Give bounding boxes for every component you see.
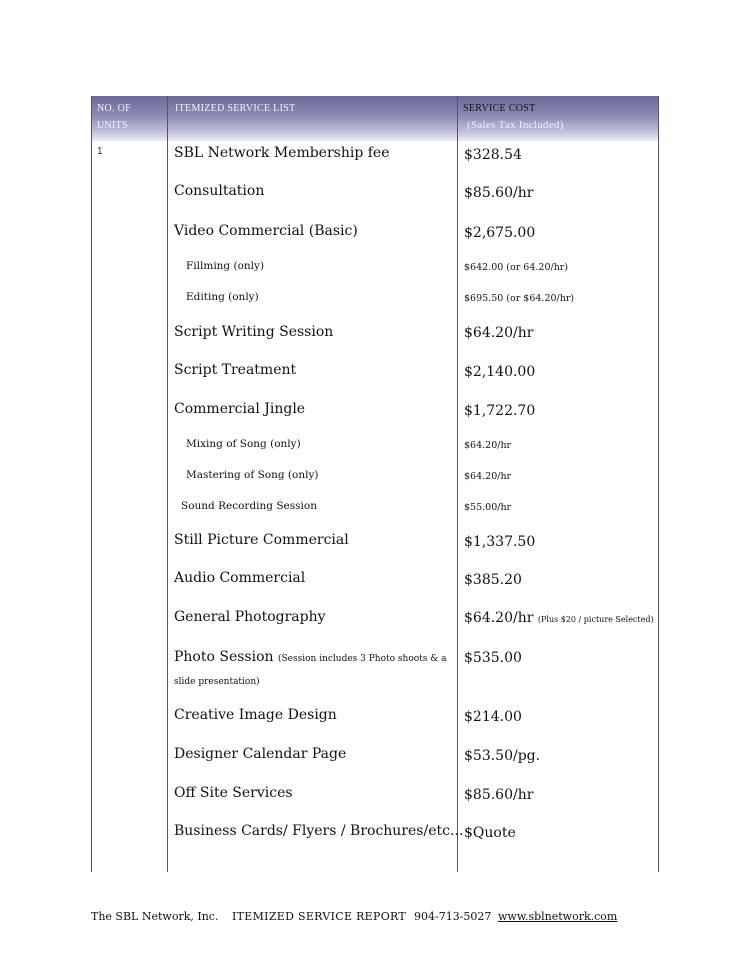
column-divider-2 bbox=[457, 96, 458, 872]
service-name: SBL Network Membership fee bbox=[174, 145, 390, 161]
footer-website-link[interactable]: www.sblnetwork.com bbox=[498, 910, 618, 923]
footer-report-title: ITEMIZED SERVICE REPORT bbox=[232, 910, 407, 923]
column-divider-1 bbox=[167, 96, 168, 872]
units-value: 1 bbox=[97, 146, 103, 157]
service-name: Creative Image Design bbox=[174, 707, 337, 723]
service-cost: $1,722.70 bbox=[464, 403, 536, 419]
service-cost: $328.54 bbox=[464, 147, 522, 163]
service-name: Sound Recording Session bbox=[181, 500, 317, 512]
service-name: Editing (only) bbox=[186, 291, 259, 303]
service-cost: $Quote bbox=[464, 825, 516, 841]
service-cost: $535.00 bbox=[464, 650, 522, 666]
service-name: Business Cards/ Flyers / Brochures/etc... bbox=[174, 823, 464, 839]
service-cost: $2,675.00 bbox=[464, 225, 536, 241]
service-name: Mastering of Song (only) bbox=[186, 469, 319, 481]
service-name: Audio Commercial bbox=[174, 570, 306, 586]
service-name-note: (Session includes 3 Photo shoots & a bbox=[278, 654, 447, 664]
service-cost-group bbox=[464, 610, 654, 626]
table-border-left bbox=[91, 96, 92, 872]
service-name: Off Site Services bbox=[174, 785, 293, 801]
service-cost: $385.20 bbox=[464, 572, 522, 588]
table-header bbox=[91, 96, 659, 141]
service-cost: $64.20/hr bbox=[464, 610, 534, 626]
service-name: Script Treatment bbox=[174, 362, 297, 378]
service-cost: $64.20/hr bbox=[464, 471, 512, 482]
header-units: NO. OF UNITS bbox=[97, 103, 132, 131]
service-cost-note: (Plus $20 / picture Selected) bbox=[537, 615, 654, 624]
service-name: Mixing of Song (only) bbox=[186, 438, 301, 450]
service-name-group bbox=[174, 649, 447, 665]
service-cost: $55.00/hr bbox=[464, 502, 512, 513]
service-cost: $642.00 (or 64.20/hr) bbox=[464, 262, 569, 273]
header-cost-label: SERVICE COST bbox=[463, 103, 536, 114]
header-service-list: ITEMIZED SERVICE LIST bbox=[175, 103, 296, 114]
service-cost: $53.50/pg. bbox=[464, 748, 541, 764]
service-name: Photo Session bbox=[174, 649, 274, 665]
table-border-right bbox=[658, 96, 659, 872]
service-cost: $1,337.50 bbox=[464, 534, 536, 550]
header-cost-sub: (Sales Tax Included) bbox=[467, 119, 564, 131]
service-cost: $85.60/hr bbox=[464, 787, 534, 803]
service-name: Consultation bbox=[174, 183, 265, 199]
service-cost: $2,140.00 bbox=[464, 364, 536, 380]
service-cost: $64.20/hr bbox=[464, 325, 534, 341]
service-name: Still Picture Commercial bbox=[174, 532, 349, 548]
service-cost: $214.00 bbox=[464, 709, 522, 725]
service-name: Video Commercial (Basic) bbox=[174, 223, 358, 239]
service-cost: $64.20/hr bbox=[464, 440, 512, 451]
service-name: Commercial Jingle bbox=[174, 401, 306, 417]
service-cost: $85.60/hr bbox=[464, 185, 534, 201]
service-name: Fillming (only) bbox=[186, 260, 265, 272]
service-cost: $695.50 (or $64.20/hr) bbox=[464, 293, 575, 304]
header-service-cost bbox=[463, 100, 564, 134]
service-name: Designer Calendar Page bbox=[174, 746, 347, 762]
service-name: General Photography bbox=[174, 609, 326, 625]
service-name-note-cont: slide presentation) bbox=[174, 677, 260, 687]
footer-company: The SBL Network, Inc. bbox=[91, 910, 219, 923]
service-name: Script Writing Session bbox=[174, 324, 334, 340]
footer-phone: 904-713-5027 bbox=[414, 910, 492, 923]
